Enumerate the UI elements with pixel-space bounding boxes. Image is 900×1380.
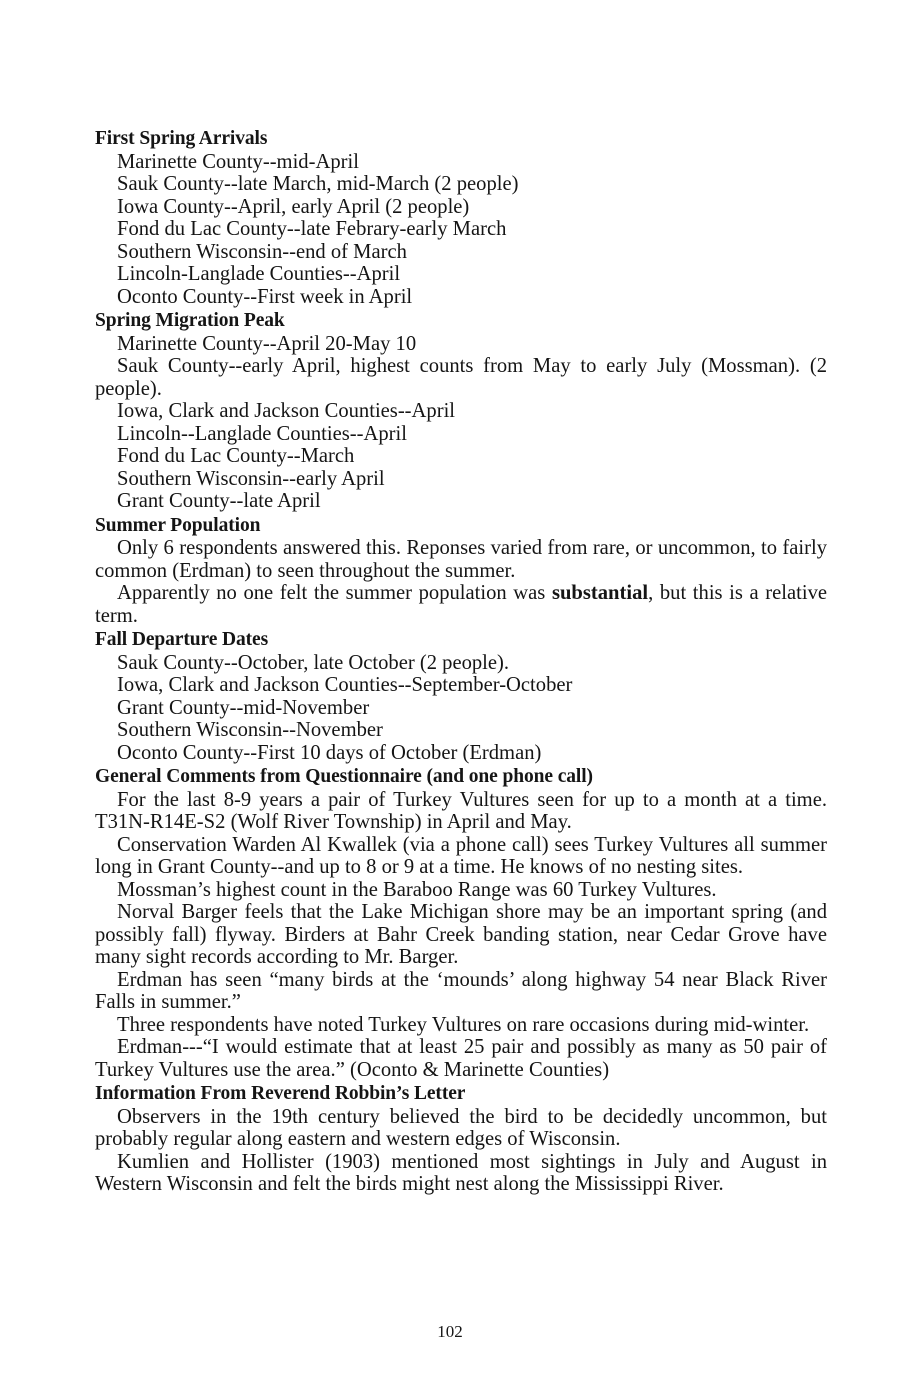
paragraph: Erdman has seen “many birds at the ‘mounds’ along highway 54 near Black River Falls in summer.”	[95, 968, 827, 1013]
list-item: Grant County--mid-November	[117, 696, 370, 719]
paragraph: For the last 8-9 years a pair of Turkey Vultures seen for up to a month at a time. T31N-R14E-S2 (Wolf River Township) in April and May.	[95, 788, 827, 833]
section-first-spring-arrivals	[95, 128, 827, 308]
section-heading: Information From Reverend Robbin’s Letter	[95, 1083, 466, 1104]
list-item: Iowa County--April, early April (2 people)	[117, 195, 470, 218]
list-item: Marinette County--April 20-May 10	[117, 332, 417, 355]
paragraph: Three respondents have noted Turkey Vultures on rare occasions during mid-winter.	[117, 1013, 810, 1036]
list-item: Iowa, Clark and Jackson Counties--April	[117, 400, 456, 422]
list-item: Fond du Lac County--late Febrary-early March	[117, 218, 507, 240]
list-item: Sauk County--October, late October (2 people).	[117, 651, 510, 674]
list-item: Iowa, Clark and Jackson Counties--September-October	[117, 674, 573, 696]
paragraph: Observers in the 19th century believed the bird to be decidedly uncommon, but probably regular along eastern and western edges of Wisconsin.	[95, 1105, 827, 1150]
paragraph: Only 6 respondents answered this. Reponses varied from rare, or uncommon, to fairly common (Erdman) to seen throughout the summer.	[95, 537, 827, 582]
list-item: Lincoln--Langlade Counties--April	[117, 422, 407, 445]
list-item: Marinette County--mid-April	[117, 150, 359, 173]
list-item: Southern Wisconsin--early April	[117, 467, 385, 490]
section-heading: Fall Departure Dates	[95, 629, 269, 650]
list-item: Oconto County--First week in April	[117, 285, 413, 308]
section-robbins-letter	[95, 1083, 827, 1196]
emphasis-text: substantial	[551, 582, 649, 604]
paragraph	[95, 582, 827, 627]
section-summer-population	[95, 515, 827, 628]
section-general-comments	[95, 766, 827, 1081]
section-fall-departure-dates	[95, 629, 827, 764]
list-item: Grant County--late April	[117, 490, 321, 512]
paragraph-text: Apparently no one felt the summer population was	[117, 582, 552, 604]
section-heading: Summer Population	[95, 514, 261, 536]
paragraph: Norval Barger feels that the Lake Michigan shore may be an important spring (and possibly fall) flyway. Birders at Bahr Creek banding station, near Cedar Grove have many sight records according to Mr. Barger.	[95, 901, 827, 968]
paragraph: Mossman’s highest count in the Baraboo Range was 60 Turkey Vultures.	[117, 878, 717, 901]
section-heading: Spring Migration Peak	[95, 310, 285, 331]
list-item: Southern Wisconsin--November	[117, 719, 383, 741]
list-item: Southern Wisconsin--end of March	[117, 240, 407, 263]
list-item: Lincoln-Langlade Counties--April	[117, 263, 401, 285]
paragraph: Kumlien and Hollister (1903) mentioned most sightings in July and August in Western Wisconsin and felt the birds might nest along the Mississippi River.	[95, 1150, 827, 1195]
list-item: Oconto County--First 10 days of October (Erdman)	[117, 741, 542, 764]
list-item: Sauk County--late March, mid-March (2 people)	[117, 173, 519, 195]
section-heading: General Comments from Questionnaire (and one phone call)	[95, 766, 593, 787]
section-spring-migration-peak	[95, 310, 827, 513]
list-item: Fond du Lac County--March	[117, 445, 355, 467]
section-heading: First Spring Arrivals	[95, 128, 268, 149]
document-page	[95, 128, 827, 1198]
paragraph: Sauk County--early April, highest counts from May to early July (Mossman). (2 people).	[95, 355, 827, 400]
page-number: 102	[437, 1322, 463, 1341]
paragraph-text: , but this is a relative term.	[95, 582, 828, 627]
paragraph: Conservation Warden Al Kwallek (via a phone call) sees Turkey Vultures all summer long in Grant County--and up to 8 or 9 at a time. He knows of no nesting sites.	[95, 833, 827, 878]
paragraph: Erdman---“I would estimate that at least 25 pair and possibly as many as 50 pair of Turkey Vultures use the area.” (Oconto & Marinette Counties)	[95, 1036, 827, 1081]
